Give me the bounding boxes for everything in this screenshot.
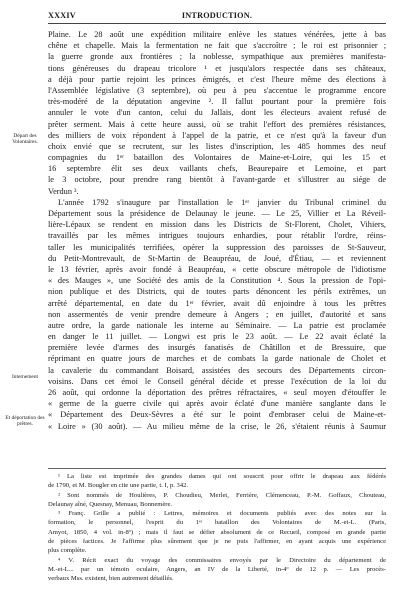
footnote-line: Amyot, 1850, 4 vol. in-8º) ; mais il faut se défier absolument de ce Recueil, composé en grande partie bbox=[48, 528, 386, 536]
footnotes bbox=[48, 472, 386, 584]
body-line: très-modéré de la députation angevine ². Il fallut pourtant pour la première fois bbox=[48, 97, 386, 107]
body-line: du Petit-Montrevault, de St-Martin de Beaupréau, de Joué, d'Étiau, — et reviennent bbox=[48, 253, 386, 263]
body-line: arrêté départemental, en date du 1ᵉʳ février, avait dû enjoindre à tous les prêtres bbox=[48, 298, 386, 308]
body-line: en danger le 11 juillet. — Longwi est pris le 23 août. — Le 22 avait éclaté la bbox=[48, 332, 386, 342]
body-line: réprimant en quatre jours de marches et de combats la garde nationale de Cholet et bbox=[48, 354, 386, 364]
body-line: non assermentés de venir prendre demeure à Angers ; en juillet, d'autorité et sans bbox=[48, 309, 386, 319]
body-line: Plaine. Le 28 août une expédition militaire enlève les statues vénérées, jette à bas bbox=[48, 30, 386, 39]
body-line: a déjà pour partie rejoint les princes émigrés, et c'est l'heure même des élections à bbox=[48, 74, 386, 84]
body-line: le 13 février, après avoir fondé à Beaupréau, « cette obscure métropole de l'idiotisme bbox=[48, 264, 386, 274]
body-line: chêne et chapelle. Mais la fermentation ne fait que s'accroître ; le roi est prisonnier ; bbox=[48, 41, 386, 51]
footnote-line: ³ Franç. Grille a publié : Lettres, mémoires et documents publiés avec des notes sur la bbox=[58, 510, 386, 518]
body-line: Verdun ³. bbox=[48, 186, 79, 196]
body-line: voisins. Dans cet émoi le Conseil général décide et presse l'exécution de la loi du bbox=[48, 376, 386, 386]
body-line: « Département des Deux-Sèvres a été sur le point d'embraser celui de Maine-et- bbox=[48, 410, 386, 420]
body-text bbox=[48, 29, 386, 432]
footnote-line: ² Sont nommés de Houlières, P. Choudieu, Merlet, Ferrière, Clémenceau, P.-M. Goffaux, Chouteau, bbox=[58, 491, 386, 499]
header-rule bbox=[48, 23, 386, 24]
body-line: première levée d'armes des insurgés fanatisés de Châtillon et de Bressuire, que bbox=[48, 343, 386, 353]
body-line: choix envié que se recrutent, sur les listes d'inscription, les 485 hommes des neuf bbox=[48, 141, 386, 151]
body-line: autre ordre, la garde nationale les interne au Séminaire. — La patrie est proclamée bbox=[48, 320, 386, 330]
margin-note-volontaires: Départ des Volontaires. bbox=[12, 133, 38, 146]
margin-note-internement: Internement bbox=[11, 374, 39, 380]
body-line: L'année 1792 s'inaugure par l'installation le 1ᵉʳ janvier du Tribunal criminel du bbox=[58, 197, 386, 207]
margin-note-deportation: Et déportation des prêtres. bbox=[5, 415, 45, 428]
body-line: prêter serment. Mais à cette heure aussi, où se trahit l'effort des premières résistances, bbox=[48, 119, 386, 129]
page-number: XXXIV bbox=[48, 11, 76, 20]
body-line: l'Assemblée législative (3 septembre), où peu à peu s'accentue le programme encore bbox=[48, 85, 386, 95]
footnote-line: verbaux Mss. existent, bien autrement détaillés. bbox=[48, 575, 174, 583]
body-line: lière-Lépaux se rendent en mission dans les Districts de St-Florent, Cholet, Vihiers, bbox=[48, 220, 386, 230]
body-line: 16 septembre élit ses deux vaillants chefs, Beaurepaire et Lemoine, et part bbox=[48, 164, 386, 174]
body-line: tions généreuses du drapeau tricolore ¹ et jusqu'alors respectée dans ses châteaux, bbox=[48, 63, 386, 73]
footnote-rule bbox=[48, 468, 386, 469]
body-line: des milliers de voix répondent à l'appel de la patrie, et ce n'est qu'à la faveur d'un bbox=[48, 130, 386, 140]
body-line: annuler le vote d'un canton, celui du Jallais, dont les électeurs avaient refusé de bbox=[48, 108, 386, 118]
footnote-line: plus complète. bbox=[48, 547, 87, 555]
running-title: INTRODUCTION. bbox=[181, 11, 253, 20]
page-header bbox=[48, 11, 386, 23]
footnote-line: M.-et-L... par un témoin oculaire, Angers, an IV de la Liberté, in-4º de 12 p. — Les procès- bbox=[48, 565, 386, 573]
body-line: le 3 octobre, pour prendre rang bientôt à l'avant-garde et s'illustrer au siége de bbox=[48, 175, 386, 185]
body-line: taller les municipalités terrifiées, opérer la suppression des paroisses de St-Sauveur, bbox=[48, 242, 386, 252]
footnote-line: de 1790, et M. Bougler en cite une partie, t. I, p. 342. bbox=[48, 482, 189, 490]
body-line: « des Mauges », une Société des amis de la Constitution ⁴. Sous la pression de l'opi- bbox=[48, 276, 386, 286]
footnote-line: ⁴ V. Récit exact du voyage des commissaires envoyés par le Directoire du département de bbox=[58, 556, 386, 564]
body-line: la cavalerie du commandant Boisard, assistées des secours des Départements circon- bbox=[48, 365, 386, 375]
footnote-line: formation, le personnel, l'esprit du 1ᵉʳ bataillon des Volontaires de M.-et-L. (Paris, bbox=[48, 519, 386, 527]
body-line: compagnies du 1ᵉʳ bataillon des Volontaires de Maine-et-Loire, qui les 15 et bbox=[48, 153, 386, 163]
body-line: « germe de la guerre civile qui après avoir éclaté d'une manière sanglante dans le bbox=[48, 399, 386, 409]
footnote-line: Delaunay aîné, Quesnay, Menuau, Bonnemère. bbox=[48, 500, 173, 508]
body-line: Département sous la présidence de Delaunay le jeune. — Le 25, Villier et La Réveil- bbox=[48, 209, 386, 218]
footnote-line: ¹ La liste est imprimée des grandes dames qui ont souscrit pour offrir le drapeau aux fédérés bbox=[58, 473, 386, 480]
body-line: nion publique et des Districts, qui de toutes parts dénoncent les périls extrêmes, un bbox=[48, 287, 386, 297]
body-line: la guerre gronde aux frontières ; la noblesse, sympathique aux premières manifesta- bbox=[48, 52, 386, 62]
body-line: « Loire » (30 août). — Au milieu même de la crise, le 26, s'étaient réunis à Saumur bbox=[48, 421, 386, 431]
body-line: 26 août, qui ordonne la déportation des prêtres réfractaires, « seul moyen d'étouffer le bbox=[48, 388, 386, 397]
footnote-line: de pièces factices. Je l'affirme plus sûrement que je ne puis l'affirmer, en ayant acquis une expérience bbox=[48, 538, 386, 546]
body-line: travaillés par les mêmes intrigues toujours enhardies, pour rétablir l'ordre, réins- bbox=[48, 231, 386, 241]
